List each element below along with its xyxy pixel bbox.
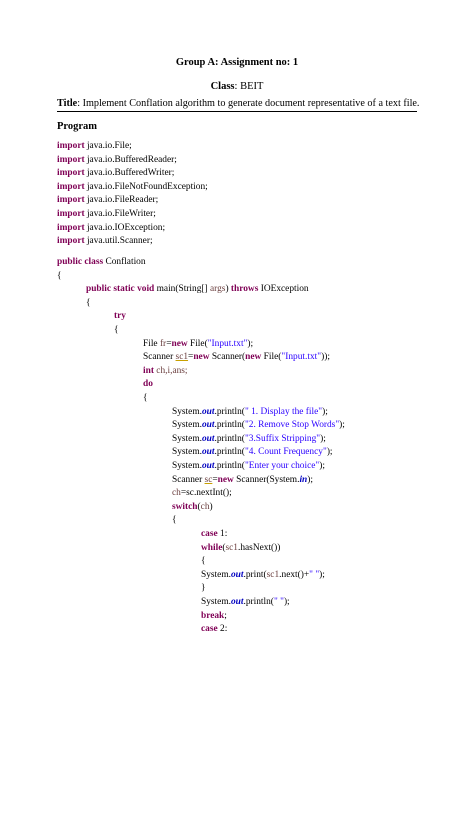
next-call: .next()+ — [279, 569, 310, 580]
import-path: java.io.BufferedReader; — [84, 154, 177, 165]
code-line-print — [201, 569, 325, 583]
scanner-ctor: Scanner(System. — [233, 474, 300, 485]
keyword-int: int — [143, 365, 154, 376]
keyword-class: class — [84, 257, 104, 267]
code-line-scanner — [143, 351, 330, 365]
code-line-import — [57, 181, 208, 195]
string-literal: "Enter your choice" — [244, 461, 320, 471]
class-key: Class — [210, 81, 235, 92]
assign-op: = — [212, 474, 218, 485]
class-name: Conflation — [103, 257, 146, 267]
keyword-import: import — [57, 141, 85, 151]
system-ref: System. — [172, 447, 202, 458]
assign-op: = — [166, 338, 172, 349]
int-vars: ch,i,ans; — [153, 365, 188, 376]
code-line-main-decl — [86, 283, 309, 297]
code-line-brace: { — [86, 297, 91, 308]
import-path: java.util.Scanner; — [84, 236, 153, 247]
scanner-type: Scanner — [172, 474, 205, 485]
stmt-end: ); — [283, 597, 290, 607]
code-line-import — [57, 208, 156, 222]
keyword-import: import — [57, 154, 85, 165]
keyword-new: new — [193, 352, 210, 363]
code-line-println — [201, 596, 290, 610]
code-line-brace: { — [57, 270, 62, 281]
string-literal: "4. Count Frequency" — [244, 447, 327, 458]
keyword-public: public — [57, 257, 83, 267]
keyword-case: case — [201, 529, 218, 539]
sc1-var: sc1 — [225, 542, 238, 553]
code-line-import — [57, 194, 158, 208]
string-literal: "3.Suffix Stripping" — [244, 433, 321, 444]
keyword-new: new — [217, 474, 234, 485]
keyword-import: import — [57, 195, 85, 206]
code-line-while — [201, 542, 280, 556]
code-line-case — [201, 623, 227, 637]
scanner-type: Scanner — [143, 352, 176, 363]
print-call: .print( — [243, 569, 267, 580]
string-literal: "Input.txt" — [207, 338, 248, 349]
program-label: Program — [57, 121, 98, 132]
code-line-brace: { — [143, 393, 148, 403]
title-key: Title — [57, 98, 78, 109]
out-field: out — [230, 597, 244, 607]
stmt-end: ); — [247, 338, 254, 349]
system-ref: System. — [172, 406, 202, 417]
code-line-try: try — [114, 311, 126, 322]
stmt-end: ); — [320, 433, 326, 444]
println-call: .println( — [214, 406, 245, 417]
code-line-println — [172, 446, 333, 460]
paren-open: ( — [222, 542, 226, 553]
system-ref: System. — [201, 569, 231, 580]
code-line-do: do — [143, 379, 153, 390]
keyword-while: while — [201, 542, 223, 553]
println-call: .println( — [243, 597, 274, 607]
out-field: out — [230, 569, 244, 580]
import-path: java.io.FileWriter; — [84, 209, 156, 219]
keyword-case: case — [201, 624, 218, 635]
import-path: java.io.File; — [84, 141, 132, 151]
keyword-import: import — [57, 168, 85, 179]
scanner-ctor: Scanner( — [209, 352, 246, 363]
sc1-var: sc1 — [266, 569, 280, 580]
assign-op: = — [188, 352, 194, 363]
paren-open: ( — [197, 501, 201, 512]
code-line-brace: { — [172, 515, 177, 526]
exception-type: IOException — [258, 284, 309, 295]
out-field: out — [201, 447, 215, 458]
keyword-new: new — [171, 338, 188, 349]
title-value: : Implement Conflation algorithm to generate document representative of a text file. — [77, 98, 420, 109]
main-signature: main(String[] — [154, 284, 210, 295]
code-line-break — [201, 610, 227, 624]
title-underline — [57, 111, 417, 112]
code-line-read-choice — [172, 487, 232, 501]
system-ref: System. — [172, 420, 202, 431]
system-ref: System. — [201, 597, 231, 607]
file-ctor: File( — [261, 352, 282, 363]
ch-var: ch — [172, 488, 181, 499]
string-literal: "Input.txt" — [281, 352, 322, 363]
out-field: out — [201, 461, 215, 471]
import-path: java.io.IOException; — [84, 222, 166, 233]
code-line-println — [172, 406, 328, 420]
code-line-import — [57, 235, 153, 249]
ch-var: ch — [200, 501, 210, 512]
keyword-public: public — [86, 284, 112, 295]
println-call: .println( — [214, 447, 245, 458]
stmt-end: ); — [307, 474, 313, 485]
code-line-import — [57, 140, 132, 154]
string-literal: "2. Remove Stop Words" — [244, 420, 340, 431]
title-line — [57, 98, 419, 109]
out-field: out — [201, 420, 215, 431]
out-field: out — [201, 406, 215, 417]
file-type: File — [143, 338, 160, 349]
println-call: .println( — [214, 420, 245, 431]
code-line-import — [57, 154, 177, 168]
keyword-new: new — [245, 352, 262, 363]
system-ref: System. — [172, 433, 202, 444]
keyword-import: import — [57, 222, 85, 233]
keyword-switch: switch — [172, 501, 198, 512]
code-line-scanner-in — [172, 474, 313, 488]
system-ref: System. — [172, 461, 202, 471]
string-literal: " " — [273, 597, 284, 607]
class-value: : BEIT — [234, 81, 264, 92]
code-line-println — [172, 433, 326, 447]
code-line-brace: { — [201, 556, 206, 567]
next-int-call: =sc.nextInt(); — [180, 488, 232, 499]
import-path: java.io.FileNotFoundException; — [84, 181, 208, 192]
stmt-end: )); — [321, 352, 330, 363]
fr-var: fr — [159, 338, 167, 349]
args-var: args — [210, 284, 226, 295]
import-path: java.io.FileReader; — [84, 195, 159, 206]
in-field: in — [299, 474, 308, 485]
has-next-call: .hasNext()) — [237, 542, 281, 553]
keyword-import: import — [57, 181, 85, 192]
file-ctor: File( — [187, 338, 208, 349]
paren-close: ) — [209, 501, 213, 512]
keyword-import: import — [57, 209, 85, 219]
string-literal: " 1. Display the file" — [244, 406, 323, 417]
code-line-brace: { — [114, 325, 119, 335]
assignment-heading: Group A: Assignment no: 1 — [175, 57, 299, 68]
code-line-println — [172, 419, 345, 433]
keyword-break: break — [201, 610, 225, 621]
code-line-println — [172, 460, 325, 474]
out-field: out — [201, 433, 215, 444]
case-label: 2: — [217, 624, 228, 635]
case-label: 1: — [217, 529, 228, 539]
import-path: java.io.BufferedWriter; — [84, 168, 175, 179]
code-line-import — [57, 167, 174, 181]
println-call: .println( — [214, 433, 245, 444]
println-call: .println( — [214, 461, 245, 471]
keyword-throws: throws — [230, 284, 259, 295]
stmt-end: ); — [319, 569, 325, 580]
code-line-class-decl — [57, 256, 146, 270]
code-line-switch — [172, 501, 213, 515]
code-line-import — [57, 222, 165, 236]
stmt-end: ; — [224, 610, 227, 621]
sc1-var: sc1 — [175, 352, 189, 363]
string-literal: " " — [309, 569, 320, 580]
stmt-end: ); — [326, 447, 333, 458]
keyword-static: static — [113, 284, 135, 295]
keyword-void: void — [137, 284, 155, 295]
code-line-file — [143, 338, 253, 352]
keyword-import: import — [57, 236, 85, 247]
code-line-brace: } — [201, 583, 206, 594]
sc-var: sc — [204, 474, 213, 485]
stmt-end: ); — [319, 461, 325, 471]
paren-close: ) — [225, 284, 229, 295]
class-line — [0, 81, 474, 92]
stmt-end: ); — [339, 420, 345, 431]
stmt-end: ); — [322, 406, 328, 417]
code-line-int-decl — [143, 365, 188, 379]
code-line-case — [201, 528, 227, 542]
